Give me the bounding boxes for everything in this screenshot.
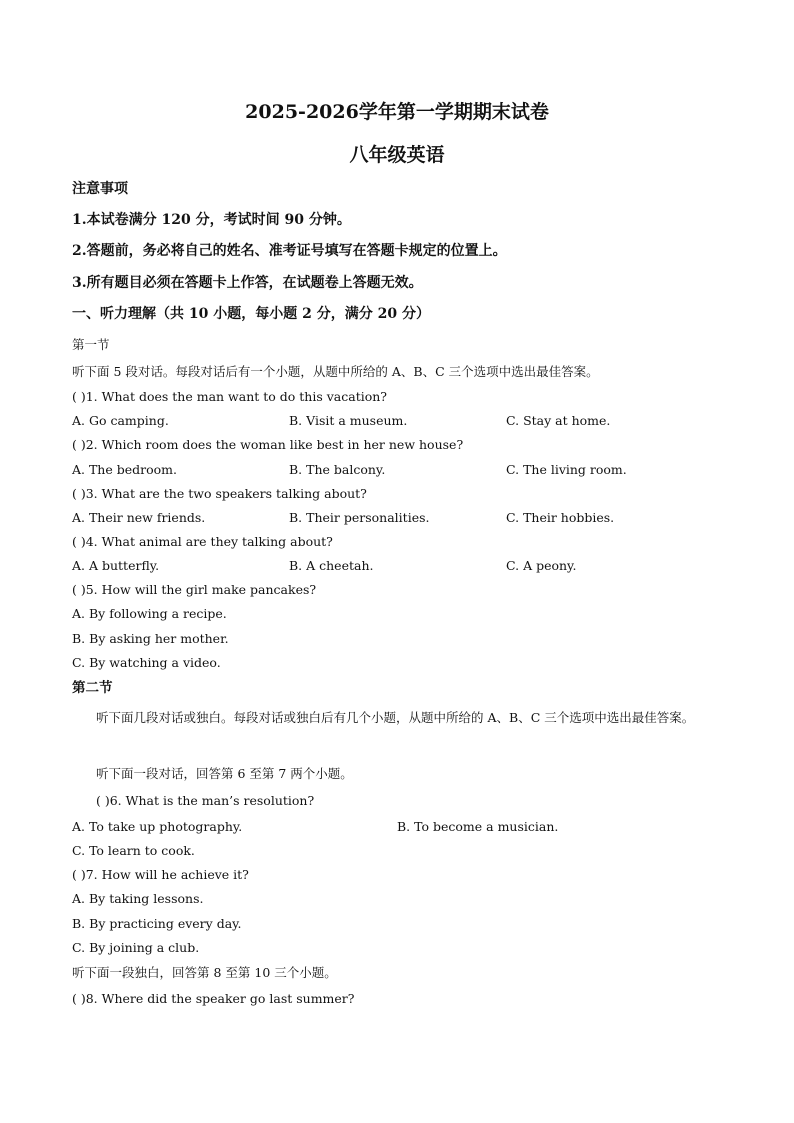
exam-title: 2025-2026学年第一学期期末试卷: [245, 101, 549, 123]
question-stem: ( )4. What animal are they talking about?: [72, 534, 333, 549]
option-c: C. By watching a video.: [72, 655, 221, 670]
option-c: C. Their hobbies.: [506, 510, 615, 525]
option-c: C. The living room.: [506, 462, 627, 477]
part-label: 第二节: [72, 680, 113, 696]
dialog-intro: 听下面一段对话，回答第 6 至第 7 两个小题。: [96, 766, 353, 781]
note-item: 3.所有题目必须在答题卡上作答，在试题卷上答题无效。: [72, 275, 423, 291]
option-a: A. Their new friends.: [72, 510, 206, 525]
option-b: B. The balcony.: [289, 462, 386, 477]
option-a: A. A butterfly.: [72, 558, 160, 573]
option-a: A. Go camping.: [72, 413, 169, 428]
option-a: A. To take up photography.: [72, 819, 243, 834]
question-stem: ( )3. What are the two speakers talking about?: [72, 486, 367, 501]
option-c: C. By joining a club.: [72, 940, 200, 955]
option-c: C. A peony.: [506, 558, 577, 573]
question-stem: ( )5. How will the girl make pancakes?: [72, 582, 317, 597]
option-b: B. To become a musician.: [397, 819, 559, 834]
monologue-intro: 听下面一段独白，回答第 8 至第 10 三个小题。: [72, 965, 337, 980]
question-stem: ( )1. What does the man want to do this vacation?: [72, 389, 388, 404]
option-c: C. To learn to cook.: [72, 843, 195, 858]
exam-subtitle: 八年级英语: [349, 144, 445, 166]
question-stem: ( )6. What is the man’s resolution?: [96, 793, 315, 808]
option-b: B. Visit a museum.: [289, 413, 408, 428]
part-instruction: 听下面几段对话或独白。每段对话或独白后有几个小题，从题中所给的 A、B、C 三个选项中选出最佳答案。: [96, 710, 695, 725]
question-stem: ( )8. Where did the speaker go last summer?: [72, 991, 355, 1006]
option-c: C. Stay at home.: [506, 413, 611, 428]
option-b: B. By practicing every day.: [72, 916, 242, 931]
note-item: 2.答题前，务必将自己的姓名、准考证号填写在答题卡规定的位置上。: [72, 243, 507, 259]
option-a: A. By taking lessons.: [72, 891, 204, 906]
question-stem: ( )2. Which room does the woman like best in her new house?: [72, 437, 464, 452]
option-b: B. Their personalities.: [289, 510, 430, 525]
option-a: A. The bedroom.: [72, 462, 177, 477]
option-b: B. A cheetah.: [289, 558, 374, 573]
section-heading: 一、听力理解（共 10 小题，每小题 2 分，满分 20 分）: [72, 306, 430, 322]
option-b: B. By asking her mother.: [72, 631, 229, 646]
part-instruction: 听下面 5 段对话。每段对话后有一个小题，从题中所给的 A、B、C 三个选项中选出最佳答案。: [72, 364, 599, 379]
note-item: 1.本试卷满分 120 分，考试时间 90 分钟。: [72, 212, 351, 228]
question-stem: ( )7. How will he achieve it?: [72, 867, 249, 882]
option-a: A. By following a recipe.: [72, 606, 227, 621]
part-label: 第一节: [72, 337, 110, 352]
notes-heading: 注意事项: [72, 181, 128, 197]
